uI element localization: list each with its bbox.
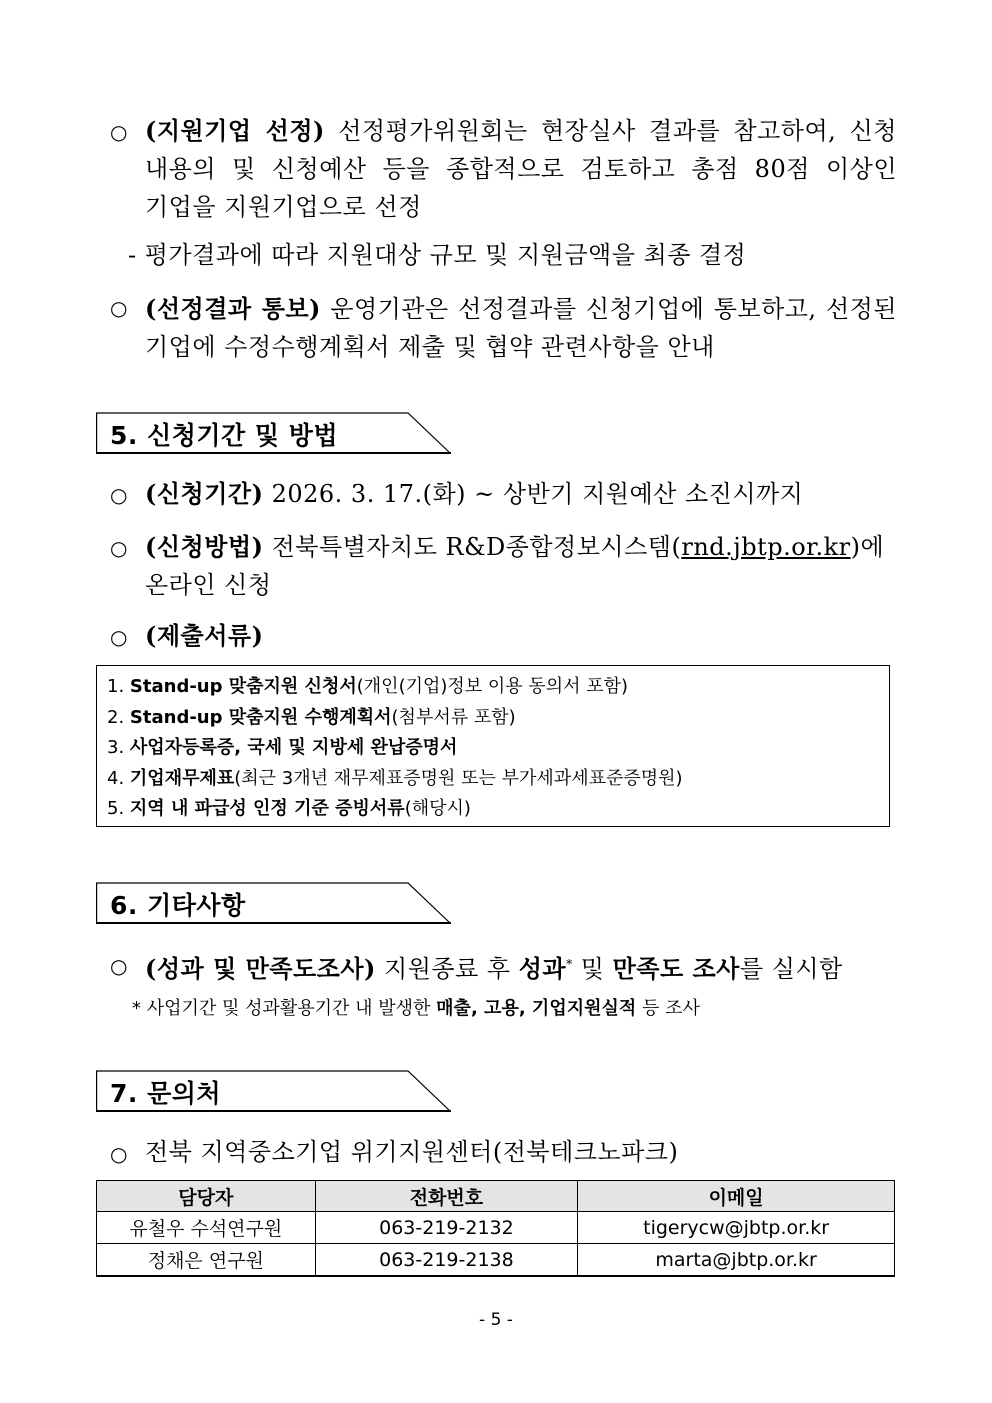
notice-line1: 운영기관은 선정결과를 신청기업에 통보하고, 선정된 xyxy=(330,295,897,323)
document-item xyxy=(107,672,889,703)
note-text1: * 사업기간 및 성과활용기간 내 발생한 xyxy=(132,998,431,1019)
notice-label: (선정결과 통보) xyxy=(145,294,321,323)
section7-header xyxy=(96,1070,452,1112)
selection-line3: 기업을 지원기업으로 선정 xyxy=(145,193,422,221)
document-item xyxy=(107,703,889,734)
survey-footnote-mark: * xyxy=(566,957,573,971)
section6-header xyxy=(96,882,452,924)
method-line2: 온라인 신청 xyxy=(145,571,272,599)
bullet-circle: ○ xyxy=(110,536,128,560)
document-number: 4. xyxy=(107,767,125,789)
document-number: 3. xyxy=(107,737,125,758)
table-header-row xyxy=(97,1181,895,1212)
contact-table xyxy=(96,1180,895,1277)
bullet-circle: ○ xyxy=(110,120,128,144)
document-item xyxy=(107,794,889,825)
contact-email[interactable]: marta@jbtp.or.kr xyxy=(578,1244,895,1277)
section6-title: 6. 기타사항 xyxy=(110,891,246,920)
section5-header xyxy=(96,412,452,454)
header-person: 담당자 xyxy=(97,1181,316,1212)
header-email: 이메일 xyxy=(578,1181,895,1212)
document-item xyxy=(107,733,889,764)
contact-phone: 063-219-2138 xyxy=(315,1244,578,1277)
survey-label: (성과 및 만족도조사) xyxy=(145,954,376,983)
document-title: 사업자등록증, 국세 및 지방세 완납증명서 xyxy=(129,737,458,758)
note-bold: 매출, 고용, 기업지원실적 xyxy=(436,998,637,1019)
method-text-after: )에 xyxy=(850,533,885,561)
survey-text3: 를 실시함 xyxy=(739,955,843,983)
documents-box xyxy=(96,665,890,827)
note-text2: 등 조사 xyxy=(642,998,700,1019)
document-note: (최근 3개년 재무제표증명원 또는 부가세과세표준증명원) xyxy=(234,767,683,789)
section5-title: 5. 신청기간 및 방법 xyxy=(110,421,339,450)
method-label: (신청방법) xyxy=(145,532,264,561)
period-label: (신청기간) xyxy=(145,479,264,508)
application-link[interactable]: rnd.jbtp.or.kr xyxy=(681,533,851,561)
survey-note xyxy=(132,996,700,1022)
selection-sub: - 평가결과에 따라 지원대상 규모 및 지원금액을 최종 결정 xyxy=(128,241,747,269)
page-number: - 5 - xyxy=(479,1310,513,1330)
selection-paragraph xyxy=(145,112,897,226)
period-text: 2026. 3. 17.(화) ~ 상반기 지원예산 소진시까지 xyxy=(271,480,804,508)
document-note: (해당시) xyxy=(404,798,471,819)
method-text-before: 전북특별자치도 R&D종합정보시스템( xyxy=(271,533,682,561)
selection-label: (지원기업 선정) xyxy=(145,116,325,145)
bullet-circle: ○ xyxy=(110,296,128,320)
survey-text1: 지원종료 후 xyxy=(384,955,511,983)
table-row xyxy=(97,1244,895,1277)
notice-paragraph xyxy=(145,290,897,366)
section7-title: 7. 문의처 xyxy=(110,1079,222,1108)
selection-line2: 내용의 및 신청예산 등을 종합적으로 검토하고 총점 80점 이상인 xyxy=(145,155,897,183)
document-title: 지역 내 파급성 인정 기준 증빙서류 xyxy=(129,798,405,819)
survey-line xyxy=(145,945,843,988)
period-line xyxy=(145,475,803,513)
table-row xyxy=(97,1212,895,1244)
bullet-circle: ○ xyxy=(110,625,128,649)
document-number: 5. xyxy=(107,798,125,819)
document-title: Stand-up 맞춤지원 신청서 xyxy=(129,676,357,697)
survey-text2: 및 xyxy=(580,955,605,983)
selection-line1: 선정평가위원회는 현장실사 결과를 참고하여, 신청 xyxy=(338,117,897,145)
document-note: (첨부서류 포함) xyxy=(391,706,516,728)
bullet-circle: ○ xyxy=(110,954,128,978)
document-note: (개인(기업)정보 이용 동의서 포함) xyxy=(356,676,629,697)
notice-line2: 기업에 수정수행계획서 제출 및 협약 관련사항을 안내 xyxy=(145,333,715,361)
header-phone: 전화번호 xyxy=(315,1181,578,1212)
contact-person: 정채은 연구원 xyxy=(97,1244,316,1277)
method-paragraph xyxy=(145,528,884,604)
contact-person: 유철우 수석연구원 xyxy=(97,1212,316,1244)
document-title: Stand-up 맞춤지원 수행계획서 xyxy=(129,706,392,728)
document-title: 기업재무제표 xyxy=(129,767,235,789)
docs-label: (제출서류) xyxy=(145,621,264,650)
survey-bold-satisfaction: 만족도 조사 xyxy=(612,954,740,983)
contact-phone: 063-219-2132 xyxy=(315,1212,578,1244)
document-number: 2. xyxy=(107,706,125,728)
document-number: 1. xyxy=(107,676,125,697)
survey-bold-performance: 성과 xyxy=(518,954,567,983)
contact-email[interactable]: tigerycw@jbtp.or.kr xyxy=(578,1212,895,1244)
document-item xyxy=(107,764,889,795)
contact-org: 전북 지역중소기업 위기지원센터(전북테크노파크) xyxy=(145,1138,679,1166)
bullet-circle: ○ xyxy=(110,1142,128,1166)
bullet-circle: ○ xyxy=(110,483,128,507)
